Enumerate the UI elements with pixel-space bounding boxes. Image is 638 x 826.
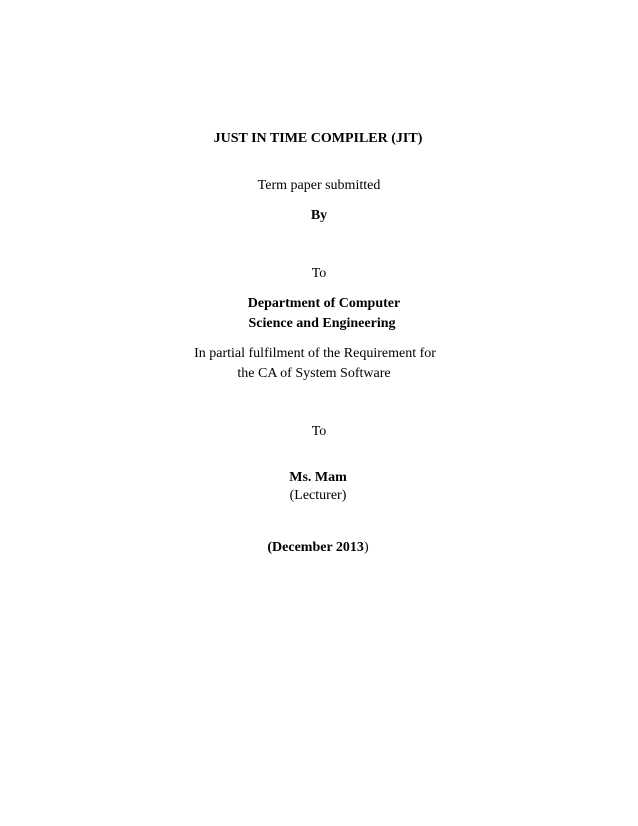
by-label: By [310, 208, 328, 223]
date-text: (December 2013 [267, 540, 364, 555]
date-closing-paren: ) [363, 540, 369, 555]
document-title: JUST IN TIME COMPILER (JIT) [213, 131, 423, 146]
to-label-recipient: To [311, 424, 327, 439]
department-line-2: Science and Engineering [248, 316, 396, 331]
requirement-line-1: In partial fulfilment of the Requirement for [194, 346, 436, 361]
recipient-role: (Lecturer) [289, 488, 347, 503]
requirement-line-2: the CA of System Software [237, 366, 391, 381]
to-label-department: To [311, 266, 327, 281]
submission-note: Term paper submitted [257, 178, 381, 193]
submission-date [267, 540, 368, 556]
recipient-name: Ms. Mam [289, 470, 347, 485]
department-line-1: Department of Computer [247, 296, 401, 311]
